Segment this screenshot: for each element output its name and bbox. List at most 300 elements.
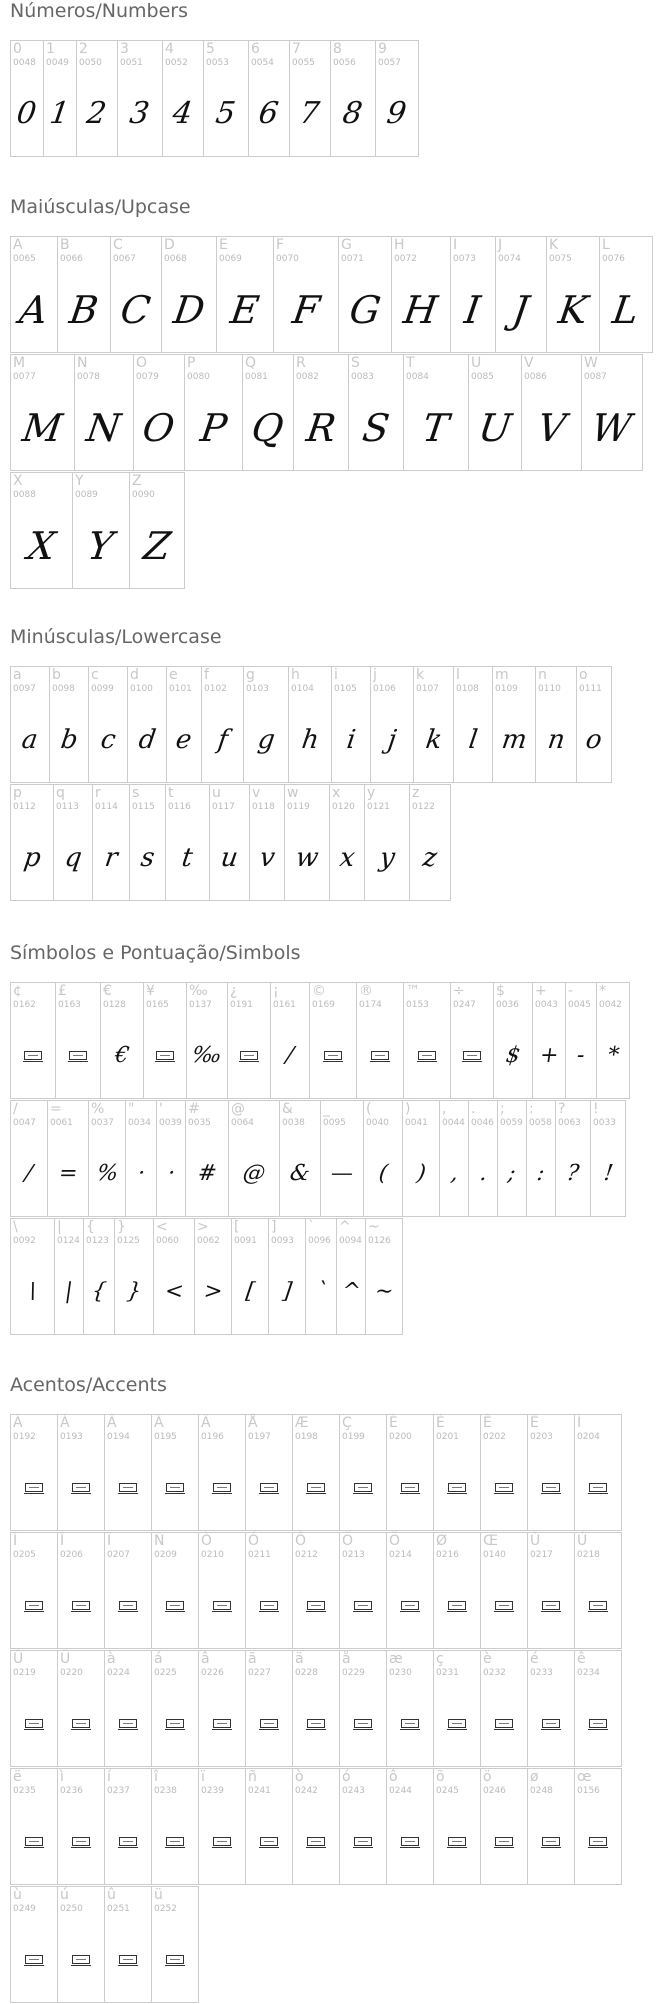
glyph-cell[interactable] [127, 666, 167, 783]
glyph-cell[interactable] [433, 1532, 481, 1649]
glyph-cell[interactable] [386, 1414, 434, 1531]
glyph-cell[interactable] [409, 784, 451, 901]
glyph-cell[interactable] [100, 982, 144, 1099]
glyph-cell[interactable] [92, 784, 130, 901]
glyph-code-label: 0054 [251, 58, 274, 68]
glyph-cell[interactable] [88, 666, 128, 783]
glyph-character-label: ø [530, 1769, 539, 1785]
glyph-character-label: ™ [406, 983, 420, 999]
glyph-cell[interactable] [57, 236, 111, 353]
glyph-code-label: 0063 [558, 1118, 581, 1128]
glyph-preview [186, 1137, 228, 1210]
glyph-cell[interactable] [10, 666, 50, 783]
glyph-cell[interactable] [76, 40, 118, 157]
glyph-character-label: â [201, 1651, 210, 1667]
glyph-cell[interactable] [356, 982, 404, 1099]
glyph-cell[interactable] [83, 1218, 115, 1335]
glyph-preview-character: u [219, 842, 240, 873]
glyph-code-label: 0193 [60, 1432, 83, 1442]
glyph-cell[interactable] [88, 1100, 126, 1217]
glyph-cell[interactable] [363, 1100, 403, 1217]
glyph-cell[interactable] [450, 236, 496, 353]
glyph-cell[interactable] [527, 1650, 575, 1767]
missing-glyph-icon [246, 1805, 292, 1878]
missing-glyph-box-icon [166, 1601, 184, 1610]
glyph-cell[interactable] [574, 1650, 622, 1767]
glyph-code-label: 0091 [234, 1236, 257, 1246]
glyph-cell[interactable] [243, 666, 289, 783]
glyph-cell[interactable] [339, 1532, 387, 1649]
glyph-code-label: 0089 [75, 490, 98, 500]
glyph-cell[interactable] [198, 1532, 246, 1649]
glyph-cell[interactable] [10, 1532, 58, 1649]
glyph-cell[interactable] [493, 982, 533, 1099]
missing-glyph-box-icon [418, 1051, 436, 1060]
glyph-cell[interactable] [320, 1100, 364, 1217]
glyph-cell[interactable] [535, 666, 577, 783]
glyph-cell[interactable] [249, 784, 285, 901]
glyph-cell[interactable] [74, 354, 134, 471]
glyph-cell[interactable] [386, 1532, 434, 1649]
missing-glyph-icon [434, 1687, 480, 1760]
glyph-character-label: C [113, 237, 123, 253]
glyph-preview-character: Y [85, 523, 117, 568]
glyph-cell[interactable] [370, 666, 414, 783]
glyph-cell[interactable] [156, 1100, 186, 1217]
glyph-cell[interactable] [125, 1100, 157, 1217]
missing-glyph-box-icon [324, 1051, 342, 1060]
glyph-cell[interactable] [104, 1414, 152, 1531]
glyph-character-label: ¢ [13, 983, 22, 999]
glyph-cell[interactable] [391, 236, 451, 353]
glyph-cell[interactable] [43, 40, 77, 157]
glyph-preview [582, 391, 642, 464]
glyph-cell[interactable] [339, 1768, 387, 1885]
glyph-character-label: Ñ [154, 1533, 165, 1549]
glyph-character-label: S [351, 355, 360, 371]
glyph-cell[interactable] [402, 1100, 440, 1217]
glyph-cell[interactable] [245, 1650, 293, 1767]
glyph-character-label: r [95, 785, 101, 801]
glyph-character-label: > [197, 1219, 209, 1235]
missing-glyph-box-icon [119, 1955, 137, 1964]
glyph-cell[interactable] [279, 1100, 321, 1217]
glyph-cell[interactable] [245, 1414, 293, 1531]
glyph-cell[interactable] [201, 666, 244, 783]
glyph-cell[interactable] [527, 1532, 575, 1649]
glyph-cell[interactable] [288, 666, 332, 783]
glyph-cell[interactable] [599, 236, 653, 353]
glyph-cell[interactable] [198, 1650, 246, 1767]
missing-glyph-icon [575, 1687, 621, 1760]
missing-glyph-icon [340, 1805, 386, 1878]
glyph-cell[interactable] [590, 1100, 626, 1217]
glyph-code-label: 0090 [132, 490, 155, 500]
glyph-cell[interactable] [338, 236, 392, 353]
glyph-preview [11, 821, 53, 894]
glyph-preview [89, 1137, 125, 1210]
missing-glyph-box-icon [589, 1719, 607, 1728]
glyph-cell[interactable] [216, 236, 274, 353]
glyph-cell[interactable] [468, 1100, 498, 1217]
glyph-cell[interactable] [245, 1532, 293, 1649]
glyph-cell[interactable] [581, 354, 643, 471]
glyph-cell[interactable] [292, 1532, 340, 1649]
glyph-cell[interactable] [10, 1218, 55, 1335]
glyph-preview-character: ! [601, 1161, 615, 1186]
missing-glyph-box-icon [401, 1483, 419, 1492]
glyph-preview-character: 4 [170, 96, 196, 131]
glyph-preview-character: D [170, 287, 208, 332]
glyph-code-label: 0210 [201, 1550, 224, 1560]
glyph-code-label: 0064 [231, 1118, 254, 1128]
glyph-cell[interactable] [574, 1532, 622, 1649]
missing-glyph-icon [11, 1805, 57, 1878]
glyph-cell[interactable] [480, 1532, 528, 1649]
glyph-cell[interactable] [231, 1218, 269, 1335]
glyph-preview [154, 1255, 194, 1328]
glyph-cell[interactable] [54, 1218, 84, 1335]
missing-glyph-icon [434, 1451, 480, 1524]
glyph-cell[interactable] [433, 1414, 481, 1531]
glyph-character-label: ê [577, 1651, 586, 1667]
glyph-cell[interactable] [284, 784, 330, 901]
glyph-code-label: 0162 [13, 1000, 36, 1010]
glyph-character-label: G [341, 237, 352, 253]
glyph-cell[interactable] [10, 982, 56, 1099]
glyph-cell[interactable] [480, 1650, 528, 1767]
glyph-cell[interactable] [57, 1886, 105, 2003]
missing-glyph-box-icon [166, 1837, 184, 1846]
glyph-cell[interactable] [248, 40, 290, 157]
missing-glyph-icon [575, 1805, 621, 1878]
glyph-code-label: 0073 [453, 254, 476, 264]
glyph-cell[interactable] [57, 1532, 105, 1649]
section-title: Símbolos e Pontuação/Simbols [10, 942, 301, 964]
glyph-code-label: 0045 [568, 1000, 591, 1010]
missing-glyph-box-icon [166, 1955, 184, 1964]
glyph-code-label: 0106 [373, 684, 396, 694]
glyph-cell[interactable] [242, 354, 294, 471]
glyph-cell[interactable] [55, 982, 101, 1099]
glyph-cell[interactable] [49, 666, 89, 783]
glyph-row [10, 1886, 198, 2003]
glyph-preview-character: , [448, 1161, 460, 1186]
glyph-cell[interactable] [293, 354, 349, 471]
glyph-preview [111, 273, 161, 346]
glyph-cell[interactable] [143, 982, 187, 1099]
glyph-code-label: 0101 [169, 684, 192, 694]
glyph-cell[interactable] [526, 1100, 556, 1217]
glyph-code-label: 0048 [13, 58, 36, 68]
glyph-cell[interactable] [375, 40, 419, 157]
glyph-code-label: 0163 [58, 1000, 81, 1010]
missing-glyph-icon [58, 1569, 104, 1642]
glyph-cell[interactable] [289, 40, 331, 157]
glyph-cell[interactable] [546, 236, 600, 353]
glyph-cell[interactable] [10, 472, 73, 589]
glyph-cell[interactable] [480, 1768, 528, 1885]
glyph-character-label: s [132, 785, 140, 801]
glyph-character-label: : [529, 1101, 534, 1117]
missing-glyph-icon [199, 1687, 245, 1760]
missing-glyph-box-icon [260, 1719, 278, 1728]
glyph-cell[interactable] [186, 982, 228, 1099]
glyph-code-label: 0078 [77, 372, 100, 382]
glyph-cell[interactable] [439, 1100, 469, 1217]
glyph-cell[interactable] [330, 40, 376, 157]
glyph-cell[interactable] [10, 40, 44, 157]
glyph-cell[interactable] [104, 1886, 152, 2003]
glyph-cell[interactable] [495, 236, 547, 353]
glyph-cell[interactable] [10, 1100, 48, 1217]
glyph-cell[interactable] [339, 1650, 387, 1767]
glyph-code-label: 0053 [206, 58, 229, 68]
glyph-character-label: , [442, 1101, 447, 1117]
glyph-cell[interactable] [198, 1768, 246, 1885]
glyph-cell[interactable] [184, 354, 243, 471]
glyph-cell[interactable] [227, 982, 271, 1099]
glyph-preview-character: : [535, 1161, 547, 1186]
glyph-cell[interactable] [245, 1768, 293, 1885]
glyph-preview [331, 77, 375, 150]
glyph-code-label: 0239 [201, 1786, 224, 1796]
glyph-cell[interactable] [185, 1100, 229, 1217]
glyph-code-label: 0228 [295, 1668, 318, 1678]
glyph-cell[interactable] [53, 784, 93, 901]
glyph-code-label: 0058 [529, 1118, 552, 1128]
glyph-code-label: 0066 [60, 254, 83, 264]
glyph-cell[interactable] [151, 1650, 199, 1767]
glyph-cell[interactable] [10, 1768, 58, 1885]
glyph-code-label: 0118 [252, 802, 275, 812]
glyph-cell[interactable] [527, 1768, 575, 1885]
glyph-character-label: f [204, 667, 209, 683]
glyph-character-label: L [602, 237, 610, 253]
glyph-preview [157, 1137, 185, 1210]
glyph-preview-character: / [284, 1043, 296, 1068]
glyph-character-label: _ [323, 1101, 330, 1117]
glyph-cell[interactable] [151, 1414, 199, 1531]
glyph-cell[interactable] [203, 40, 249, 157]
glyph-cell[interactable] [166, 666, 202, 783]
glyph-cell[interactable] [292, 1768, 340, 1885]
glyph-character-label: ë [13, 1769, 22, 1785]
missing-glyph-icon [11, 1019, 55, 1092]
glyph-cell[interactable] [228, 1100, 280, 1217]
glyph-cell[interactable] [129, 472, 185, 589]
glyph-character-label: 0 [13, 41, 22, 57]
glyph-cell[interactable] [433, 1768, 481, 1885]
glyph-cell[interactable] [336, 1218, 366, 1335]
glyph-cell[interactable] [165, 784, 210, 901]
missing-glyph-box-icon [463, 1051, 481, 1060]
glyph-cell[interactable] [10, 1414, 58, 1531]
glyph-cell[interactable] [480, 1414, 528, 1531]
glyph-row [10, 666, 611, 783]
glyph-cell[interactable] [574, 1768, 622, 1885]
glyph-code-label: 0040 [366, 1118, 389, 1128]
glyph-cell[interactable] [497, 1100, 527, 1217]
glyph-cell[interactable] [329, 784, 365, 901]
glyph-preview-character: ` [313, 1279, 329, 1304]
glyph-code-label: 0046 [471, 1118, 494, 1128]
glyph-code-label: 0103 [246, 684, 269, 694]
glyph-code-label: 0248 [530, 1786, 553, 1796]
glyph-cell[interactable] [104, 1650, 152, 1767]
glyph-cell[interactable] [10, 1650, 58, 1767]
glyph-preview [89, 703, 127, 776]
glyph-preview [77, 77, 117, 150]
glyph-code-label: 0079 [136, 372, 159, 382]
glyph-cell[interactable] [10, 784, 54, 901]
glyph-cell[interactable] [403, 982, 451, 1099]
missing-glyph-box-icon [72, 1483, 90, 1492]
glyph-cell[interactable] [555, 1100, 591, 1217]
glyph-character-label: 3 [120, 41, 129, 57]
glyph-cell[interactable] [117, 40, 163, 157]
glyph-character-label: v [252, 785, 261, 801]
glyph-code-label: 0249 [13, 1904, 36, 1914]
glyph-cell[interactable] [151, 1768, 199, 1885]
glyph-cell[interactable] [110, 236, 162, 353]
glyph-code-label: 0211 [248, 1550, 271, 1560]
glyph-code-label: 0069 [219, 254, 242, 264]
glyph-cell[interactable] [273, 236, 339, 353]
glyph-cell[interactable] [10, 354, 75, 471]
glyph-code-label: 0201 [436, 1432, 459, 1442]
glyph-cell[interactable] [72, 472, 130, 589]
glyph-cell[interactable] [576, 666, 612, 783]
glyph-cell[interactable] [468, 354, 522, 471]
glyph-character-label: w [287, 785, 299, 801]
glyph-cell[interactable] [198, 1414, 246, 1531]
glyph-cell[interactable] [433, 1650, 481, 1767]
glyph-character-label: £ [58, 983, 67, 999]
glyph-code-label: 0128 [103, 1000, 126, 1010]
glyph-code-label: 0205 [13, 1550, 36, 1560]
missing-glyph-box-icon [401, 1719, 419, 1728]
glyph-cell[interactable] [386, 1768, 434, 1885]
glyph-cell[interactable] [450, 982, 494, 1099]
glyph-preview [48, 1137, 88, 1210]
glyph-cell[interactable] [292, 1650, 340, 1767]
glyph-cell[interactable] [453, 666, 493, 783]
glyph-character-label: $ [496, 983, 505, 999]
glyph-character-label: õ [436, 1769, 445, 1785]
glyph-cell[interactable] [403, 354, 469, 471]
glyph-preview-character: w [293, 842, 321, 873]
glyph-preview-character: { [90, 1279, 108, 1304]
glyph-preview [536, 703, 576, 776]
glyph-cell[interactable] [57, 1650, 105, 1767]
glyph-preview [244, 703, 288, 776]
glyph-cell[interactable] [114, 1218, 154, 1335]
missing-glyph-box-icon [213, 1719, 231, 1728]
glyph-cell[interactable] [365, 1218, 403, 1335]
glyph-code-label: 0153 [406, 1000, 429, 1010]
glyph-code-label: 0038 [282, 1118, 305, 1128]
glyph-cell[interactable] [161, 236, 217, 353]
glyph-cell[interactable] [532, 982, 566, 1099]
glyph-character-label: { [86, 1219, 95, 1235]
glyph-cell[interactable] [10, 236, 58, 353]
glyph-preview-character: O [140, 405, 178, 450]
glyph-cell[interactable] [162, 40, 204, 157]
glyph-cell[interactable] [596, 982, 630, 1099]
missing-glyph-box-icon [213, 1483, 231, 1492]
glyph-character-label: n [538, 667, 547, 683]
glyph-character-label: u [212, 785, 221, 801]
glyph-cell[interactable] [133, 354, 185, 471]
glyph-cell[interactable] [364, 784, 410, 901]
glyph-cell[interactable] [309, 982, 357, 1099]
glyph-preview [54, 821, 92, 894]
glyph-code-label: 0099 [91, 684, 114, 694]
glyph-code-label: 0123 [86, 1236, 109, 1246]
glyph-cell[interactable] [268, 1218, 306, 1335]
glyph-preview-character: * [605, 1043, 621, 1068]
glyph-character-label: Ù [530, 1533, 541, 1549]
glyph-cell[interactable] [270, 982, 310, 1099]
glyph-cell[interactable] [151, 1886, 199, 2003]
glyph-preview [289, 703, 331, 776]
glyph-code-label: 0086 [524, 372, 547, 382]
glyph-row [10, 1218, 402, 1335]
missing-glyph-box-icon [24, 1051, 42, 1060]
glyph-cell[interactable] [574, 1414, 622, 1531]
glyph-preview [494, 1019, 532, 1092]
glyph-cell[interactable] [565, 982, 597, 1099]
glyph-cell[interactable] [10, 1886, 58, 2003]
glyph-cell[interactable] [209, 784, 250, 901]
missing-glyph-icon [246, 1569, 292, 1642]
glyph-character-label: B [60, 237, 70, 253]
glyph-character-label: Í [13, 1533, 18, 1549]
glyph-cell[interactable] [57, 1414, 105, 1531]
glyph-cell[interactable] [527, 1414, 575, 1531]
glyph-preview-character: # [196, 1161, 218, 1186]
glyph-cell[interactable] [331, 666, 371, 783]
glyph-cell[interactable] [57, 1768, 105, 1885]
glyph-preview [101, 1019, 143, 1092]
glyph-cell[interactable] [104, 1532, 152, 1649]
glyph-preview-character: [ [243, 1279, 257, 1304]
glyph-cell[interactable] [386, 1650, 434, 1767]
glyph-cell[interactable] [348, 354, 404, 471]
glyph-cell[interactable] [492, 666, 536, 783]
glyph-cell[interactable] [47, 1100, 89, 1217]
glyph-cell[interactable] [413, 666, 454, 783]
glyph-preview-character: ? [565, 1161, 581, 1186]
glyph-preview [321, 1137, 363, 1210]
glyph-code-label: 0226 [201, 1668, 224, 1678]
glyph-character-label: g [246, 667, 255, 683]
glyph-cell[interactable] [153, 1218, 195, 1335]
glyph-character-label: | [57, 1219, 62, 1235]
glyph-cell[interactable] [521, 354, 582, 471]
glyph-cell[interactable] [151, 1532, 199, 1649]
glyph-cell[interactable] [292, 1414, 340, 1531]
glyph-cell[interactable] [339, 1414, 387, 1531]
glyph-cell[interactable] [129, 784, 166, 901]
glyph-cell[interactable] [305, 1218, 337, 1335]
glyph-preview-character: \ [27, 1279, 38, 1304]
glyph-code-label: 0094 [339, 1236, 362, 1246]
glyph-cell[interactable] [104, 1768, 152, 1885]
glyph-cell[interactable] [194, 1218, 232, 1335]
glyph-character-label: k [416, 667, 425, 683]
